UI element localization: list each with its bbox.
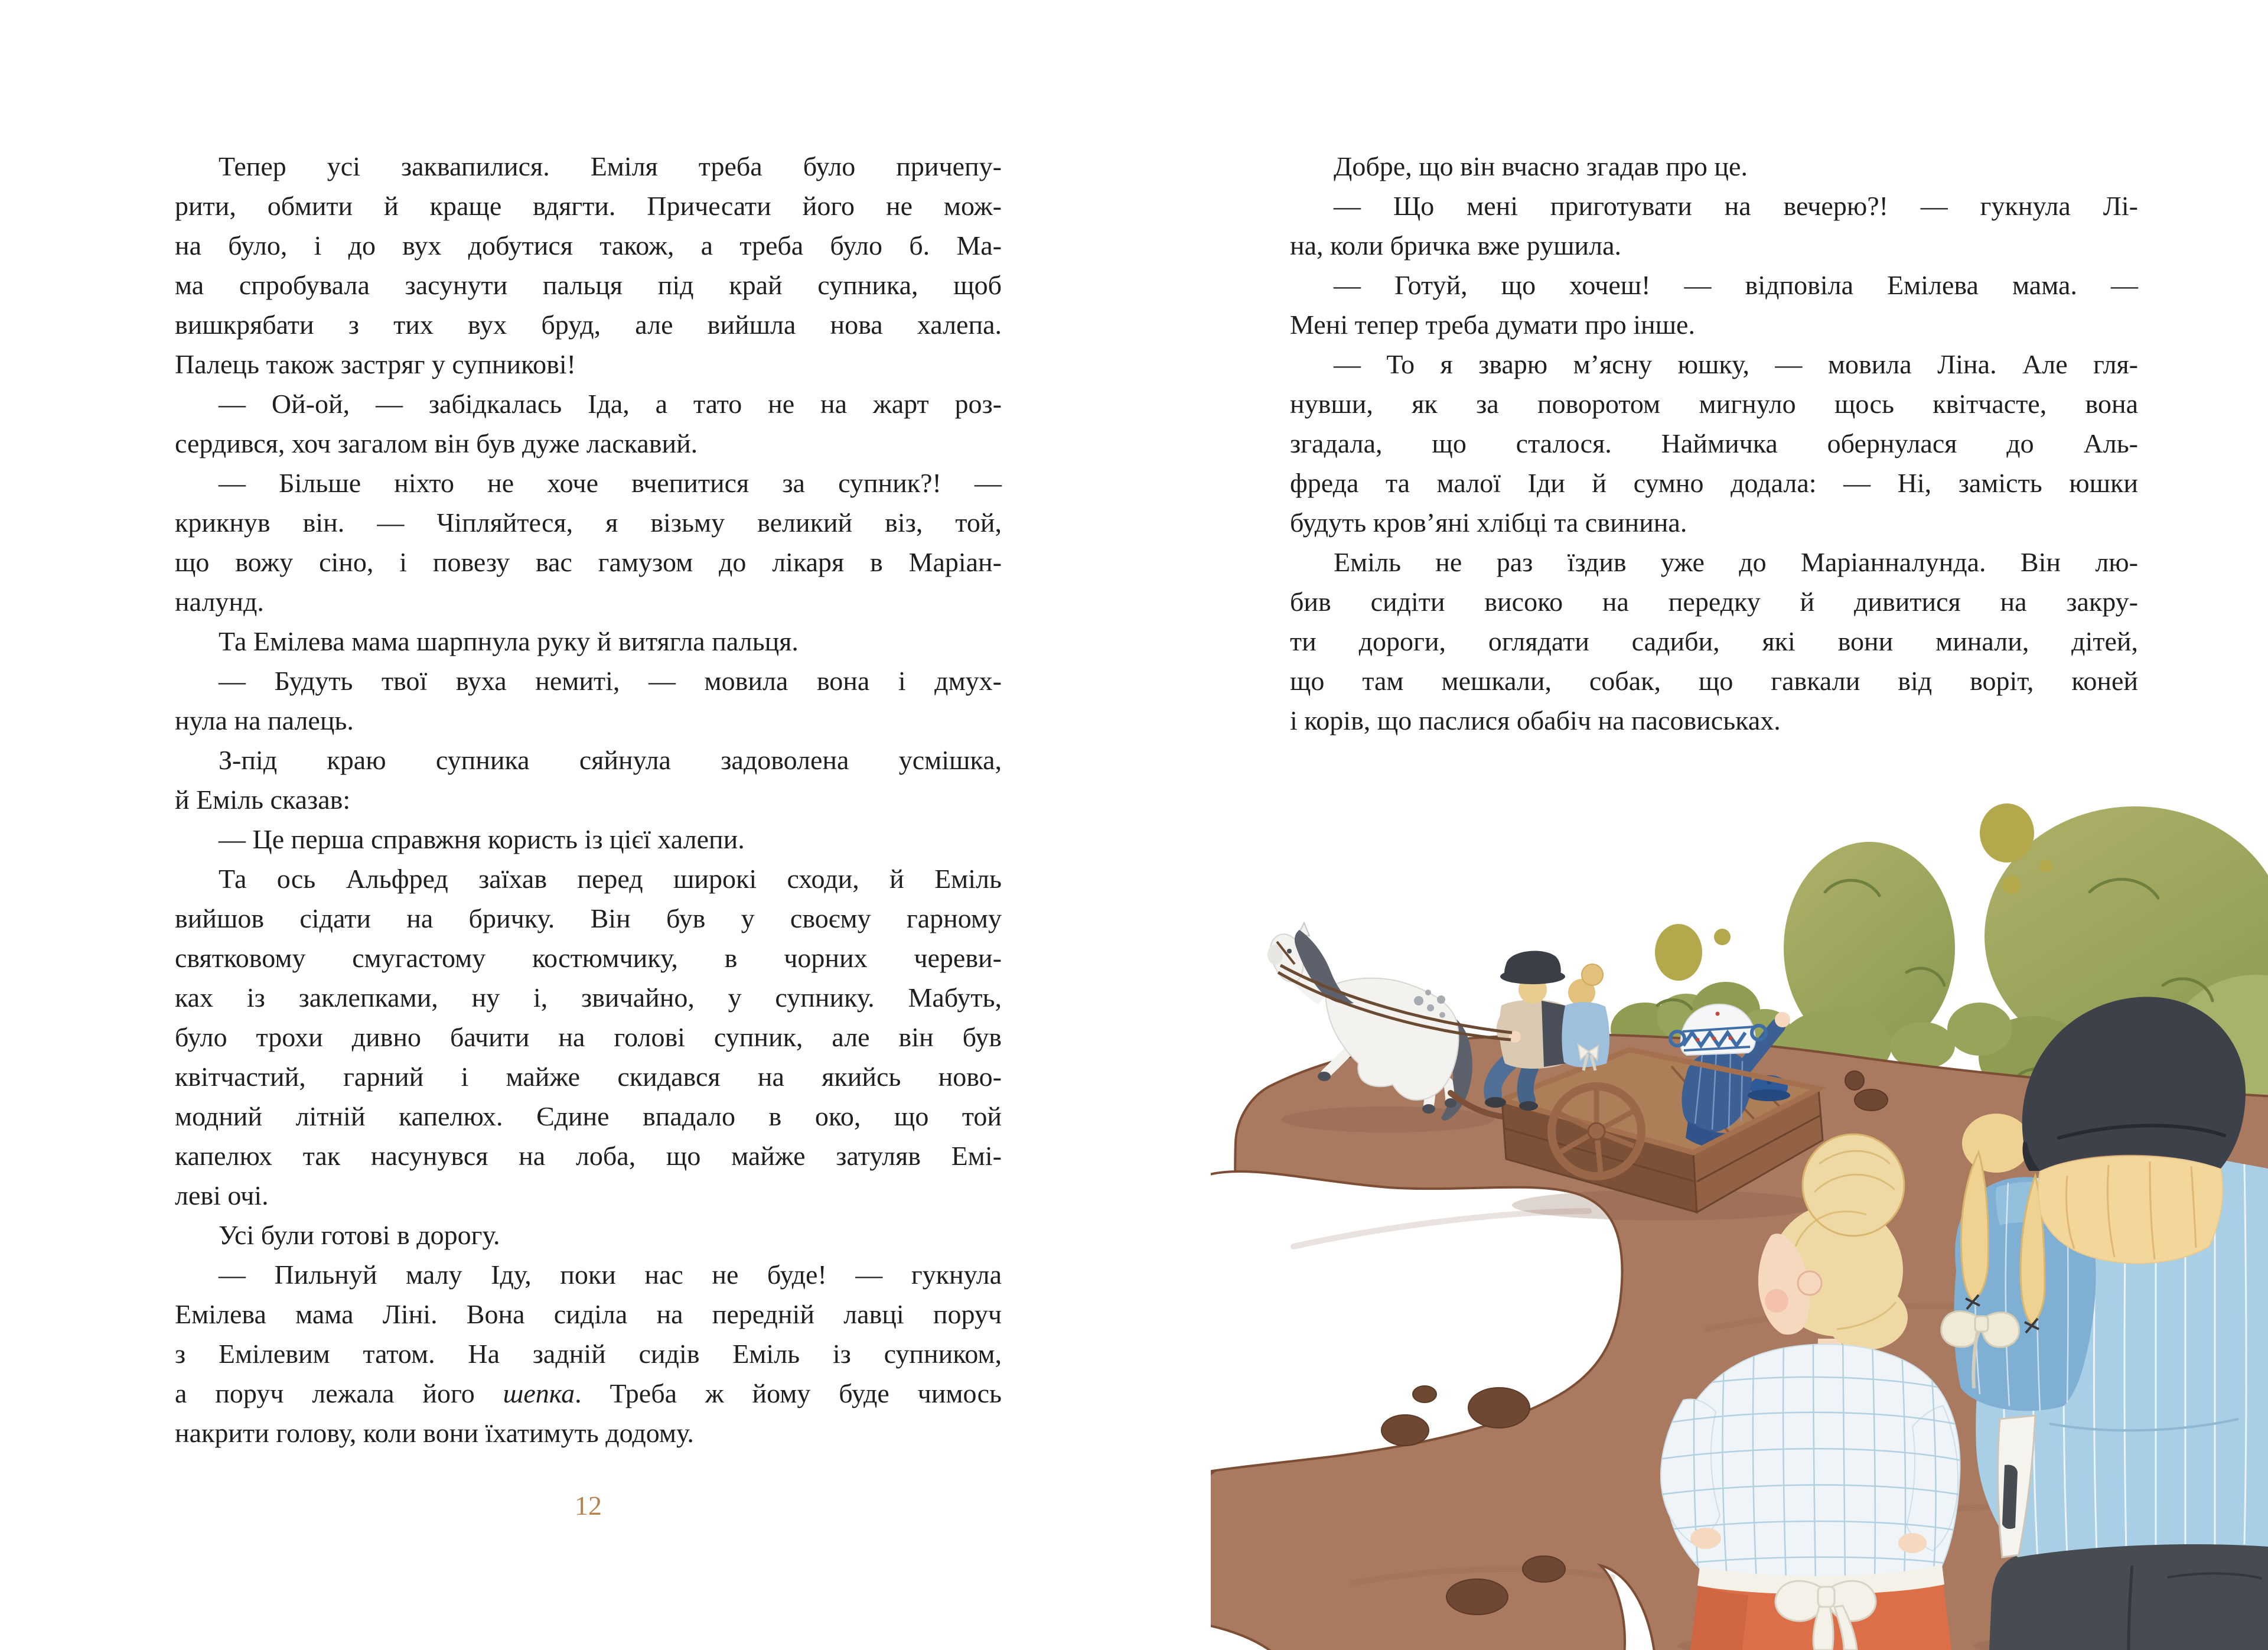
text-line: на було, і до вух добутися також, а треба було б. Ма-	[175, 230, 1002, 261]
dad-shoe-2	[1519, 1101, 1538, 1111]
mama-bun	[1582, 964, 1603, 985]
text-line: що вожу сіно, і повезу вас гамузом до лікаря в Маріан-	[175, 547, 1002, 577]
line-segment: а поруч лежала його	[175, 1378, 503, 1408]
paragraph	[175, 147, 1002, 384]
lina-hand-right	[1898, 1533, 1927, 1553]
lina-hair-side	[1825, 1285, 1908, 1350]
text-line: було трохи дивно бачити на голові супник, але він був	[175, 1022, 1002, 1052]
text-line: на, коли бричка вже рушила.	[1290, 230, 1622, 261]
dad-shoe	[1485, 1097, 1506, 1108]
text-line: вишкрябати з тих вух бруд, але вийшла нова халепа.	[175, 310, 1002, 340]
paragraph-lines	[175, 1255, 1002, 1374]
text-line: — Готуй, що хочеш! — відповіла Емілева мама. —	[1334, 270, 2138, 300]
text-line: ти дороги, оглядати садиби, які вони минали, дітей,	[1290, 626, 2138, 656]
text-line: Еміль не раз їздив уже до Маріанналунда. Він лю-	[1334, 547, 2138, 577]
paragraph	[175, 661, 1002, 740]
text-line: капелюх так насунувся на лоба, що майже затуляв Емі-	[175, 1141, 1002, 1171]
paragraph	[175, 740, 1002, 819]
page-number: 12	[575, 1490, 602, 1521]
text-line: Тепер усі заквапилися. Еміля треба було причепу-	[219, 151, 1002, 181]
text-line: — Будуть твої вуха немиті, — мовила вона і дмух-	[219, 666, 1002, 696]
text-line: ма спробувала засунути пальця під край супника, щоб	[175, 270, 1002, 300]
text-line: вийшов сідати на бричку. Він був у своєму гарному	[175, 903, 1002, 933]
text-line: леві очі.	[175, 1180, 269, 1210]
horse-eye	[1287, 949, 1292, 953]
lina-cheek	[1765, 1289, 1788, 1313]
text-line: згадала, що сталося. Наймичка обернулася до Аль-	[1290, 428, 2138, 458]
text-line: налунд.	[175, 587, 264, 617]
paragraph	[1290, 265, 2138, 344]
text-line: крикнув він. — Чіпляйтеся, я візьму великий віз, той,	[175, 507, 1002, 538]
text-line: — Що мені приготувати на вечерю?! — гукнула Лі-	[1334, 191, 2138, 221]
illustration-horse-cart-scene	[1211, 798, 2268, 1650]
text-line: нувши, як за поворотом мигнуло щось квітчасте, вона	[1290, 389, 2138, 419]
paragraph	[175, 859, 1002, 1215]
paragraph	[175, 621, 1002, 661]
text-line: Добре, що він вчасно згадав про це.	[1334, 151, 1748, 181]
italic-word: шепка	[503, 1378, 575, 1408]
lina-ear	[1798, 1271, 1821, 1295]
text-line: накрити голову, коли вони їхатимуть додому.	[175, 1418, 694, 1448]
text-line: фреда та малої Іди й сумно додала: — Ні, замість юшки	[1290, 468, 2138, 498]
text-line: ках із заклепками, ну і, звичайно, у супнику. Мабуть,	[175, 982, 1002, 1013]
text-line: — Ой-ой, — забідкалась Іда, а тато не на жарт роз-	[219, 389, 1002, 419]
left-page-text	[175, 147, 1002, 1453]
text-line: Та ось Альфред заїхав перед широкі сходи, й Еміль	[219, 864, 1002, 894]
paragraph	[175, 1215, 1002, 1255]
paragraph	[1290, 147, 2138, 186]
paragraph	[175, 384, 1002, 463]
umbrella-strap	[2002, 1465, 2018, 1529]
paragraph	[1290, 542, 2138, 740]
text-line: сердився, хоч загалом він був дуже ласкавий.	[175, 428, 698, 458]
text-line: Палець також застряг у супникові!	[175, 349, 576, 379]
lina-hand-left	[1690, 1528, 1721, 1549]
text-line: — Пильнуй малу Іду, поки нас не буде! — гукнула	[219, 1260, 1002, 1290]
text-line: з Емілевим татом. На задній сидів Еміль із супником,	[175, 1339, 1002, 1369]
paragraph	[175, 1255, 1002, 1453]
text-line: що там мешкали, собак, що гавкали від воріт, коней	[1290, 666, 2138, 696]
paragraph	[1290, 344, 2138, 542]
text-line: — Це перша справжня користь із цієї халепи.	[219, 824, 745, 854]
text-line	[175, 1374, 1002, 1413]
text-line: рити, обмити й краще вдягти. Причесати його не мож-	[175, 191, 1002, 221]
text-line: З-під краю супника сяйнула задоволена усмішка,	[219, 745, 1002, 775]
text-line: бив сидіти високо на передку й дивитися на закру-	[1290, 587, 2138, 617]
paragraph	[1290, 186, 2138, 265]
text-line: модний літній капелюх. Єдине впадало в око, що той	[175, 1101, 1002, 1131]
paragraph	[175, 819, 1002, 859]
paragraph	[175, 463, 1002, 621]
text-line: святковому смугастому костюмчику, в чорних череви-	[175, 943, 1002, 973]
text-line: — То я зварю м’ясну юшку, — мовила Ліна. Але гля-	[1334, 349, 2138, 379]
text-line: й Еміль сказав:	[175, 785, 351, 815]
text-line: Усі були готові в дорогу.	[219, 1220, 500, 1250]
emils-mama	[1562, 964, 1609, 1070]
text-line: Мені тепер треба думати про інше.	[1290, 310, 1695, 340]
text-line: квітчастий, гарний і майже скидався на якийсь ново-	[175, 1062, 1002, 1092]
emil-hand	[1775, 1012, 1790, 1027]
right-page-text	[1290, 147, 2138, 740]
dad-hat-brim	[1500, 969, 1565, 984]
text-line: і корів, що паслися обабіч на пасовиськах.	[1290, 705, 1781, 735]
text-line: будуть кров’яні хлібці та свинина.	[1290, 507, 1687, 538]
text-line: Та Емілева мама шарпнула руку й витягла пальця.	[219, 626, 799, 656]
text-line: — Більше ніхто не хоче вчепитися за супник?! —	[219, 468, 1002, 498]
dad-leg-2	[1526, 1066, 1531, 1100]
text-line: нула на палець.	[175, 705, 354, 735]
line-segment: . Треба ж йому буде чимось	[575, 1378, 1002, 1408]
text-line: Емілева мама Ліні. Вона сиділа на передній лавці поруч	[175, 1299, 1002, 1329]
ida-head	[1962, 1114, 2031, 1173]
